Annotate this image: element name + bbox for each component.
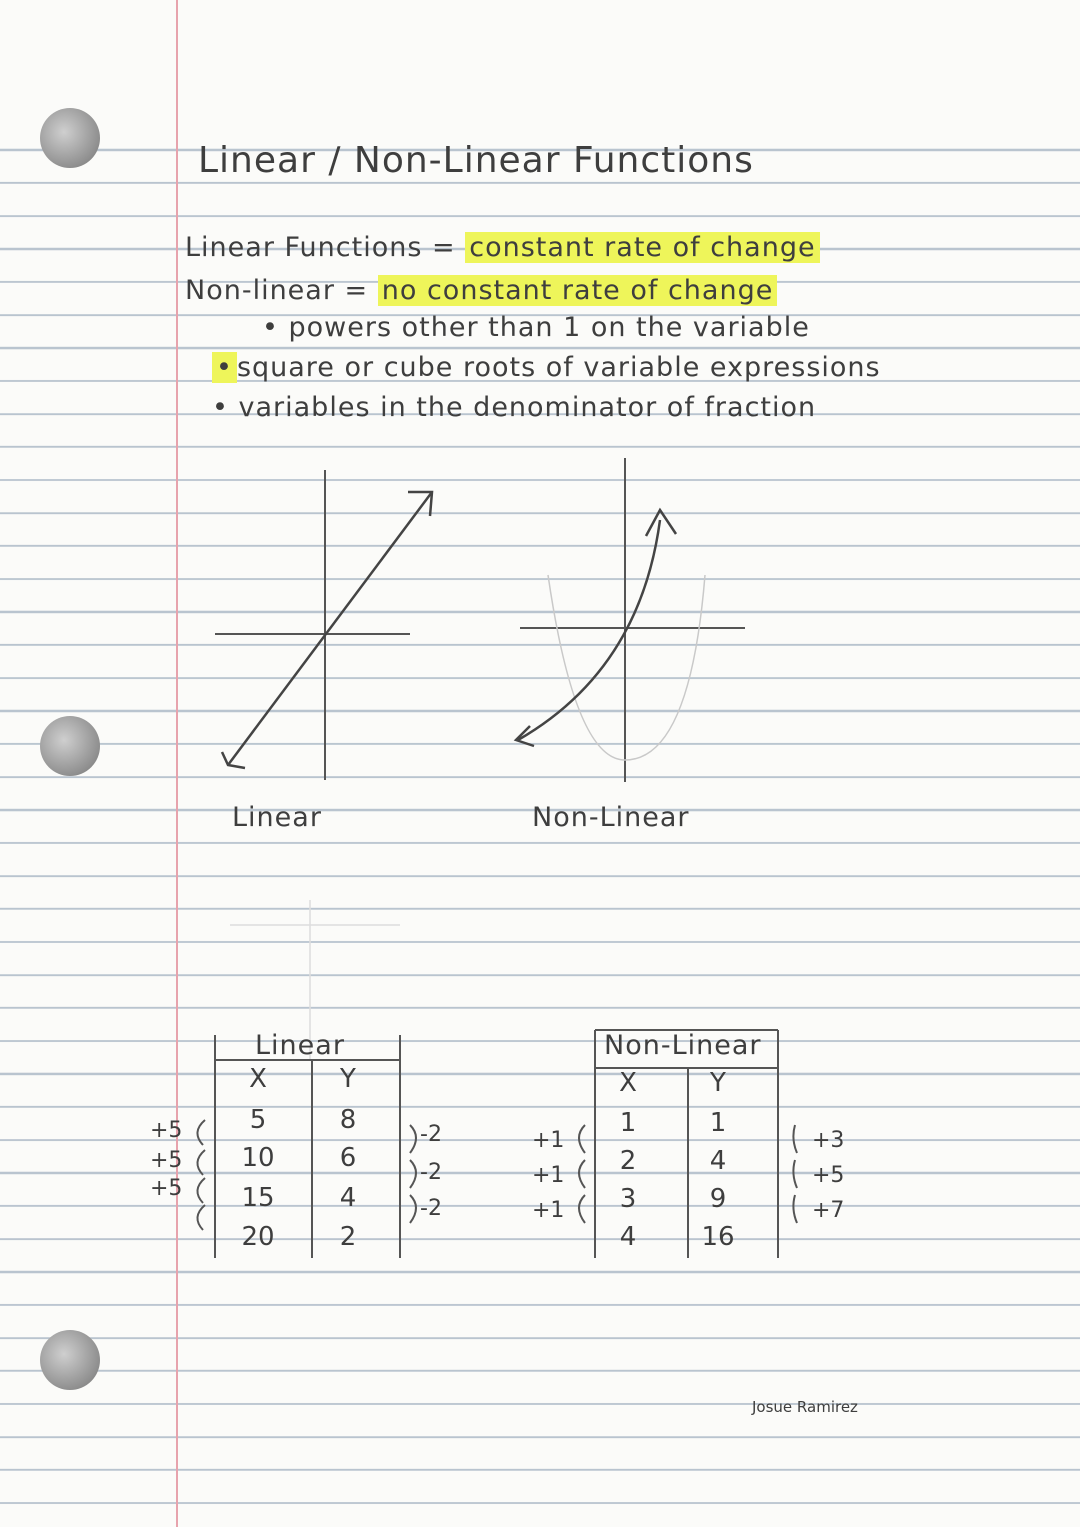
y-change-label: -2 (420, 1122, 442, 1147)
table-cell: 1 (709, 1108, 727, 1138)
y-change-label: +3 (812, 1128, 845, 1153)
linear-def-highlight: constant rate of change (465, 232, 819, 263)
x-change-label: +5 (150, 1148, 183, 1173)
x-change-label: +1 (532, 1128, 565, 1153)
table-cell: 4 (709, 1146, 727, 1176)
bullet-item: • variables in the denominator of fraction (212, 392, 817, 423)
table-header: X (619, 1068, 637, 1098)
y-change-label: +7 (812, 1198, 845, 1223)
x-change-label: +5 (150, 1118, 183, 1143)
page-title: Linear / Non-Linear Functions (198, 140, 754, 181)
bullet-item: • square or cube roots of variable expressions (212, 352, 881, 383)
signature: Josue Ramirez (752, 1398, 858, 1416)
table-cell: 4 (339, 1183, 357, 1213)
y-change-label: -2 (420, 1160, 442, 1185)
nonlinear-def-highlight: no constant rate of change (378, 275, 778, 306)
x-change-label: +5 (150, 1176, 183, 1201)
y-change-label: -2 (420, 1196, 442, 1221)
nonlinear-graph-label: Non-Linear (532, 802, 690, 833)
linear-table-title: Linear (255, 1030, 345, 1061)
table-header: Y (710, 1068, 726, 1098)
table-cell: 10 (241, 1143, 275, 1173)
bullet-item: • powers other than 1 on the variable (262, 312, 810, 343)
x-change-label: +1 (532, 1163, 565, 1188)
table-header: X (249, 1064, 267, 1094)
table-cell: 3 (619, 1184, 637, 1214)
table-cell: 20 (241, 1222, 275, 1252)
table-cell: 5 (249, 1105, 267, 1135)
table-cell: 1 (619, 1108, 637, 1138)
y-change-label: +5 (812, 1163, 845, 1188)
table-cell: 16 (701, 1222, 735, 1252)
table-cell: 2 (339, 1222, 357, 1252)
nonlinear-term: Non-linear = (185, 275, 369, 306)
table-cell: 9 (709, 1184, 727, 1214)
table-cell: 6 (339, 1143, 357, 1173)
table-cell: 15 (241, 1183, 275, 1213)
table-cell: 4 (619, 1222, 637, 1252)
table-cell: 2 (619, 1146, 637, 1176)
table-cell: 8 (339, 1105, 357, 1135)
linear-graph-label: Linear (232, 802, 322, 833)
table-header: Y (340, 1064, 356, 1094)
linear-term: Linear Functions = (185, 232, 456, 263)
nonlinear-table-title: Non-Linear (604, 1030, 762, 1061)
x-change-label: +1 (532, 1198, 565, 1223)
